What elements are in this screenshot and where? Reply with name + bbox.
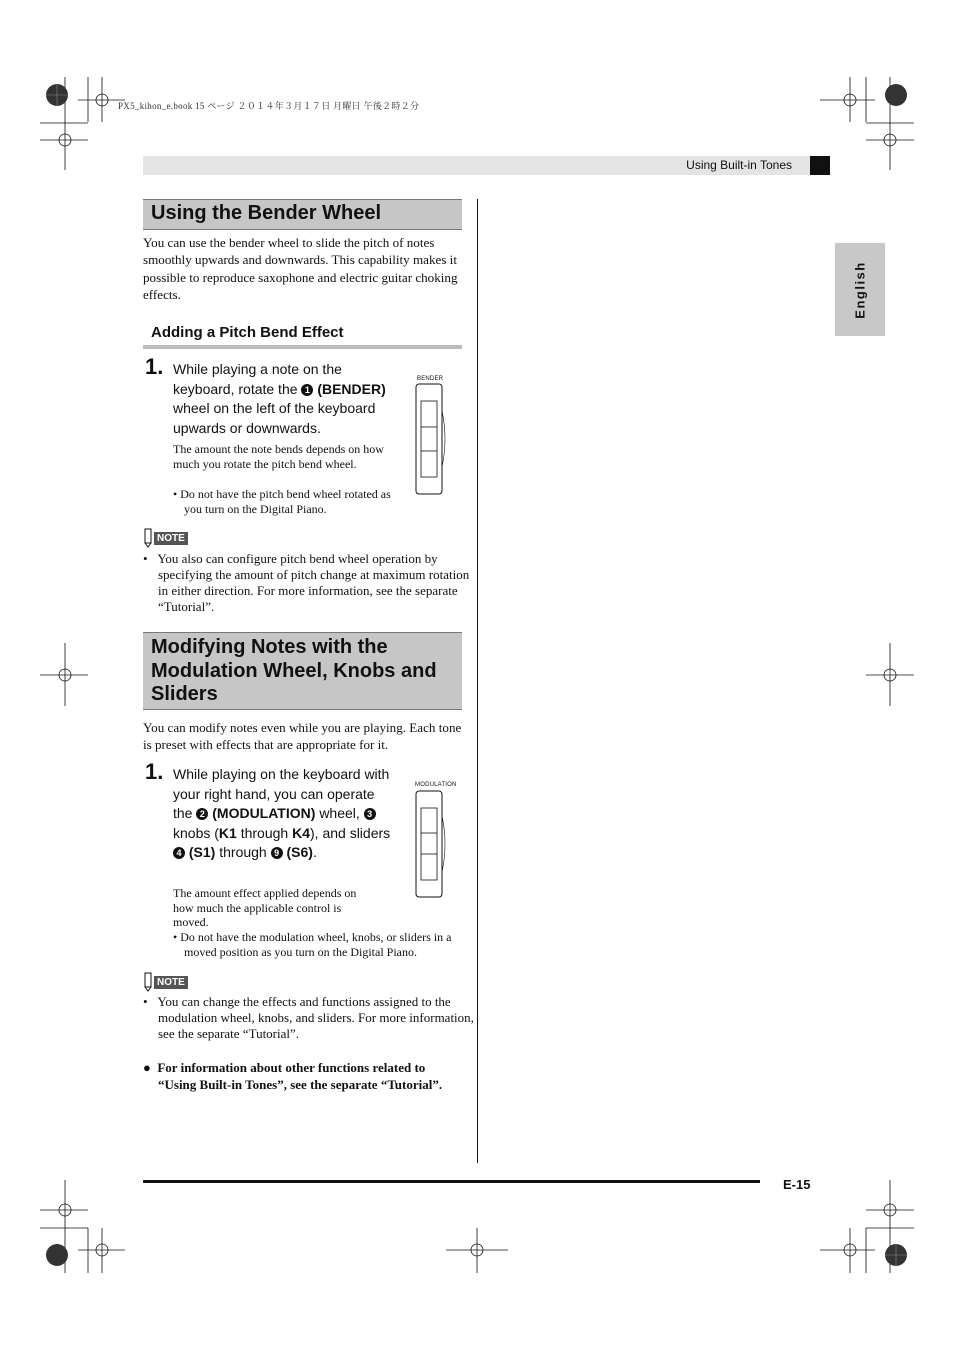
pencil-icon (143, 972, 153, 992)
section-heading-bender: Using the Bender Wheel (143, 199, 462, 230)
step-part2: wheel, (319, 805, 360, 822)
modulation-intro: You can modify notes even while you are playing. Each tone is preset with effects that are appropriate for it. (143, 720, 462, 753)
slider-s6-label: (S6) (286, 844, 313, 861)
tutorial-reference: ● For information about other functions related to “Using Built-in Tones”, see the separate “Tutorial”. (143, 1060, 443, 1092)
bender-bullet-text: Do not have the pitch bend wheel rotated as you turn on the Digital Piano. (180, 487, 391, 516)
step-part4: ), and sliders (310, 824, 391, 841)
file-info: PX5_kihon_e.book 15 ページ ２０１４年３月１７日 月曜日 午後２時２分 (118, 101, 420, 111)
page-number: E-15 (783, 1177, 811, 1192)
modulation-bullet-text: Do not have the modulation wheel, knobs, or sliders in a moved position as you turn on the Digital Piano. (180, 930, 452, 959)
modulation-note-text: You can change the effects and functions assigned to the modulation wheel, knobs, and sliders. For more information, see the separate “Tutorial”. (157, 994, 474, 1041)
callout-2: 2 (196, 808, 208, 820)
step-line1: While playing a note on the keyboard, rotate the (173, 361, 342, 397)
step-part3: knobs ( (173, 824, 219, 841)
language-tab-label: English (852, 260, 868, 319)
bender-intro: You can use the bender wheel to slide the pitch of notes smoothly upwards and downwards. This capability makes it possible to reproduce saxophone and electric guitar choking effects. (143, 235, 458, 302)
callout-1: 1 (301, 384, 313, 396)
bender-note: • You also can configure pitch bend wheel operation by specifying the amount of pitch change at maximum rotation in either direction. For more information, see the separate “Tutorial”. (143, 551, 470, 614)
step-line2: wheel on the left of the keyboard upwards or downwards. (173, 400, 376, 436)
modulation-control-label: (MODULATION) (212, 805, 316, 822)
bender-step-bullet: • Do not have the pitch bend wheel rotated as you turn on the Digital Piano. (173, 487, 391, 516)
note-badge-2 (143, 972, 188, 992)
through-text: through (240, 824, 289, 841)
bender-step-text (173, 360, 398, 438)
bender-note-text: You also can configure pitch bend wheel operation by specifying the amount of pitch change at maximum rotation in either direction. For more information, see the separate “Tutorial”. (157, 551, 470, 614)
subheading-pitch-bend: Adding a Pitch Bend Effect (151, 324, 344, 341)
modulation-figure-label: MODULATION (415, 782, 457, 788)
footer-rule (143, 1180, 760, 1183)
bender-step-detail: The amount the note bends depends on how much you rotate the pitch bend wheel. (173, 442, 384, 471)
modulation-step-detail: The amount effect applied depends on how much the applicable control is moved. (173, 886, 357, 930)
modulation-wheel-illustration (410, 788, 450, 900)
modulation-step-text (173, 765, 391, 863)
note-label: NOTE (154, 976, 188, 989)
bender-wheel-illustration (410, 381, 450, 499)
subheading-rule (143, 345, 462, 349)
pencil-icon (143, 528, 153, 548)
header-marker (810, 156, 830, 175)
section-heading-modulation: Modifying Notes with the Modulation Wheel, Knobs and Sliders (143, 632, 462, 710)
through-text: through (219, 844, 267, 861)
step-end: . (312, 844, 317, 861)
step-number: 1. (145, 759, 164, 784)
running-header-title: Using Built-in Tones (686, 158, 792, 172)
slider-s1-label: (S1) (188, 844, 216, 861)
column-divider (477, 199, 478, 1163)
modulation-note: • You can change the effects and functions assigned to the modulation wheel, knobs, and sliders. For more information, see the separate “Tutorial”. (143, 994, 474, 1041)
note-badge-1 (143, 528, 188, 548)
callout-4: 4 (173, 847, 185, 859)
tutorial-reference-text: For information about other functions related to “Using Built-in Tones”, see the separate “Tutorial”. (157, 1060, 443, 1092)
knob-k4-label: K4 (292, 824, 310, 841)
language-tab (835, 243, 885, 336)
callout-9: 9 (271, 847, 283, 859)
running-header (143, 156, 810, 175)
modulation-step-bullet: • Do not have the modulation wheel, knobs, or sliders in a moved position as you turn on the Digital Piano. (173, 930, 452, 959)
knob-k1-label: K1 (218, 824, 237, 841)
step-number: 1. (145, 354, 164, 379)
bender-figure-label: BENDER (417, 376, 444, 382)
step-part1: While playing on the keyboard with your right hand, you can operate the (173, 766, 390, 822)
bender-control-label: (BENDER) (317, 380, 386, 397)
callout-3: 3 (364, 808, 376, 820)
note-label: NOTE (154, 532, 188, 545)
